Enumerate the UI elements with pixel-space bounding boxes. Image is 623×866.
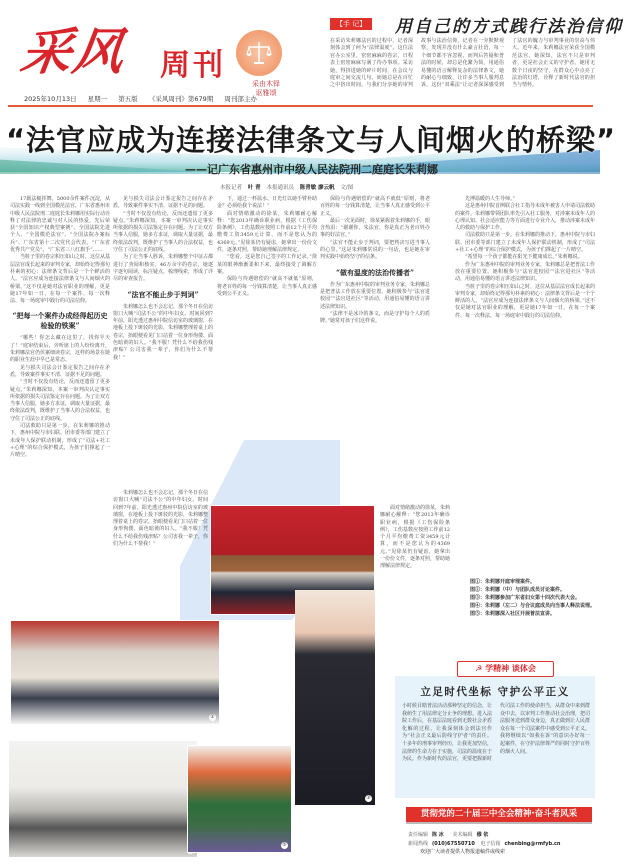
article-column-4 <box>320 196 430 501</box>
paragraph: 先博温暖的人生导师。” <box>465 196 516 202</box>
section-heading: “把每一个案件办成经得起历史检验的铁案” <box>12 311 108 331</box>
panel-title: 立足时代坐标 守护公平正义 <box>420 686 570 698</box>
essay-tag: 【手 记】 <box>330 18 372 30</box>
paragraph: “当时不仅没有结论，反而还遗留了更多疑点。”朱莉娜深知，本案一审判决认定事实所依据的损失司法鉴定存在问题。为了让双方当事人信服，她多方求证，调取大量证据，最终依法改判，既维护了当事人的合法权益，也守住了司法公正的底线。 <box>113 210 214 254</box>
paragraph: 朱莉娜怎么也不会忘记，那个冬日在信访窗口大喊“司法不公”的中年妇女。时间回到7年前，阳光透过惠州中院信访室的玻璃窗，在地板上投下斑驳的光影，朱莉娜整理着桌上的卷宗，抬眼便看见门口站着一位身形佝偻、面色暗黄的妇人。“我不服！凭什么不给我伤残津贴？公司害我一辈子，你们为什么不帮我！” <box>113 490 209 548</box>
article-column-2b <box>113 490 208 615</box>
paragraph: 保险与待遇赔偿的“就高不就低”原则，将老百姓的每一分钱算清楚，让当事人真正感受到公平正义。 <box>320 196 431 217</box>
dateline <box>24 94 266 103</box>
paragraph: “希望每一个孩子都能在阳光下健康成长。”朱莉娜说。 <box>465 254 583 261</box>
article-headline: “法官应成为连接法律条文与人间烟火的桥梁” <box>6 123 617 157</box>
publisher: 周刊部主办 <box>224 95 257 103</box>
caption-3: 图③：朱莉娜参加广东省妇女第十四次代表大会。 <box>470 595 581 601</box>
essay-title: 用自己的方式践行法治信仰 <box>395 17 623 37</box>
reporter-name: 叶 青 <box>247 185 261 191</box>
photo-captions <box>456 578 596 618</box>
photo-number: ⑤ <box>282 842 287 848</box>
newspaper-logo: 采风 <box>17 22 130 81</box>
correspondent-names: 陈青敏 廖云帆 <box>299 185 335 191</box>
paragraph: “法律不是冰冷的条文，而是守护每个人的盾牌。”她常对孩子们这样说。 <box>320 310 430 325</box>
judge-portrait-photo <box>295 590 375 805</box>
article-column-4b <box>380 505 450 620</box>
article-column-3 <box>217 196 317 501</box>
weekly-label: 周刊 <box>160 48 226 83</box>
paragraph: 朱莉娜怎么也不会忘记，那个冬日在信访窗口大喊“司法不公”的中年妇女。时间回到7年前，阳光透过惠州中院信访室的玻璃窗，在地板上投下斑驳的光影，朱莉娜整理着桌上的卷宗，抬眼便看见门口站着一位身形佝偻、面色暗黄的妇人。“我不服！凭什么不给我伤残津贴？公司害我一辈子，你们为什么不帮我！” <box>113 303 214 361</box>
hammer-sickle-icon: ☭ <box>475 664 486 673</box>
motto-line-1: 采由木铎 <box>252 80 280 88</box>
hotline-number: (010)67550710 <box>432 840 475 847</box>
article-subhead: ——记广东省惠州市中级人民法院刑二庭庭长朱莉娜 <box>185 163 438 176</box>
motto-line-2: 讴雅颂 <box>255 89 277 97</box>
email-address[interactable]: chenbing@rmfyb.cn <box>504 840 561 847</box>
paragraph: 最后一次见面时，徐某紧握着朱莉娜的手，眼含热泪：“谢谢你，朱法官，你是真正为老百姓办事的好法官。” <box>320 217 431 239</box>
paragraph: “哪些！你怎么藏在这里了，找你半天了！”庭审结束后，旁听席上的人纷纷离开，朱莉娜法官仍伏案细读卷宗，这样的场景在她的职业生涯中早已是常态。 <box>10 335 111 364</box>
issue-number: 《采风周刊》第679期 <box>148 95 214 103</box>
editor-name: 陈 冰 <box>432 832 444 838</box>
byline-suffix: 文/图 <box>340 185 354 191</box>
footer-note: 欢迎广大读者提供人物报道稿件或线索 <box>420 849 506 855</box>
paragraph: 为了让当事人胜诉，朱莉娜整个中证占都进行了查阅和核实。46万余字的卷宗，她逐字逐句阅读，标注疑点，梳理线索，形成了详尽的审查报告。 <box>113 254 214 283</box>
community-lecture-photo <box>187 745 292 853</box>
masthead <box>0 0 623 105</box>
paragraph: 司法救助只是第一步。在朱莉娜的推动下，惠州中院与市妇联、团市委等部门建立了未成年人保护联动机制，形成了“司法+社工+心理”的综合保护模式，为孩子们撑起了一片晴空。 <box>455 232 596 254</box>
mediation-meeting-photo <box>8 740 198 858</box>
scales-icon <box>244 38 274 68</box>
edition: 第五版 <box>118 95 138 103</box>
paragraph: 这是惠州中院首例联合社工指导未成年被害人申请司法救助的案件。朱莉娜带领团队率先引入社工服务，对涉案未成年人的心理认知、社会适应能力等方面进行专业介入，推动涉案未成年人的救助与保护工作。 <box>455 203 596 232</box>
caption-2: 图②：朱莉娜（中）与团队成员讨论案件。 <box>470 587 566 593</box>
article-column-2 <box>113 196 213 496</box>
paragraph: 见与损失司法会计鉴定报告之间存在矛盾，导致案件事实不清、证据不足的问题。 <box>10 364 110 378</box>
paragraph: 面对情绪激动的徐某，朱莉娜耐心解释：“您2013年确诊职业病，根据《工伤保险条例》，工伤基数应按照工作前12个月平均缴费工资3459元计算，而不是您认为的4369元。”见徐某仍有疑虑，她拿出一份份文件，逐条对照，帮助她理解法律规定。 <box>217 210 317 254</box>
photo-number: ② <box>210 714 215 720</box>
footer-line-contact <box>408 840 598 849</box>
section-heading: “法官不能止步于判词” <box>127 289 199 299</box>
article-column-5 <box>455 196 595 576</box>
paragraph: 17载法槌挥舞，5000余件案件沉淀，从司法实践一线到全国模范法官，广东省惠州市中级人民法院刑二庭庭长朱莉娜用实际行动诠释了对法律的忠诚与对人民的热爱，先后荣获“全国知识产权典型案例”、全国法院先进个人、“全国模范法官”、“全国法院办案标兵”、广东省第十二次党代会代表、“广东省优秀共产党员”、“广东省三八红旗手”…… <box>10 196 111 254</box>
panel-badge <box>457 661 554 677</box>
designer-name: 穆 依 <box>476 832 489 838</box>
masthead-divider <box>8 105 593 107</box>
editor-label: 责任编辑 <box>408 832 429 838</box>
designer-label: 美术编辑 <box>452 832 473 838</box>
issue-date: 2025年10月13日 <box>24 95 77 103</box>
editorial-footer <box>408 831 598 857</box>
paragraph: 作为广东惠州中院的审判业务专家，朱莉娜总是把普法工作放在重要位置。她积极参与“法官进校园”“法官进社区”等活动，用通俗易懂的语言讲述法律知识。 <box>455 261 596 283</box>
reporter-label: 本报记者 <box>220 185 243 191</box>
paragraph: 见与损失司法会计鉴定报告之间存在矛盾，导致案件事实不清、证据不足的问题。 <box>113 196 213 210</box>
panel-badge-label: 学精神 谈体会 <box>485 664 536 673</box>
paragraph: “当时不仅没有结论，反而还遗留了更多疑点。”朱莉娜深知，本案一审判决认定事实所依据的损失司法鉴定存在问题。为了让双方当事人信服，她多方求证，调取大量证据，最终依法改判，既维护了当事人的合法权益，也守住了司法公正的底线。 <box>10 379 111 422</box>
section-heading: “做有温度的法治传播者” <box>335 267 415 277</box>
photo-number: ③ <box>366 795 371 801</box>
paragraph: 保险与待遇赔偿的“就高不就低”原则，将老百姓的每一分钱算清楚，让当事人真正感受到公平正义。 <box>217 276 318 297</box>
panel-body: 小时候目睹普法活动那种坚定的信念，让我萌生了用法律定分止争的理想。进入法院工作后，在基层法庭看到无数社会矛盾化解的过程，让我深刻体会到法官作为“社会正义最后防线守护者”的责任。十多年的刑事审判经历，让我更加坚信，法律的生命力在于实施，司法的温度在于为民。作为新时代的法官，更要把握新时代司法工作的使命担当，从群众中来到群众中去，以审判工作推动社会治理，把司法服务送到群众身边，真正做到让人民群众在每一个司法案件中感受到公平正义。我将继续以“如我在诉”的意识办好每一起案件，在守护法律尊严的同时守护百姓的烟火人间。 <box>402 703 591 763</box>
paragraph: 下，通过一杯温水、日光灯以她手臂补助金？必须给我个说法！” <box>217 196 318 210</box>
footer-line-editors <box>408 831 598 840</box>
hotline-label: 新闻热线 <box>408 840 429 847</box>
caption-1: 图①：朱莉娜开庭审理案件。 <box>470 579 536 585</box>
team-discussion-photo <box>10 620 220 725</box>
paragraph: 司法救助只是第一步。在朱莉娜的推动下，惠州中院与市妇联、团市委等部门建立了未成年人保护联动机制，形成了“司法+社工+心理”的综合保护模式，为孩子们撑起了一片晴空。 <box>10 423 111 459</box>
paragraph: “法官不能止步于判词，要把判决写进当事人的心里。”这是朱莉娜常说的一句话，也是她在审判实践中始终坚守的信条。 <box>320 239 430 261</box>
paragraph: “您看，这是您自己签字的工作记录。”徐某的眼神渐渐柔和下来，最终接受了调解方案。 <box>217 254 317 275</box>
paragraph: 当桩子里的卷宗积压如山之时，这位从基层法官成长起来的审判专家，却始终记得那句朴素的初心：法律条文背后是一个个鲜活的人。“法官应成为连接法律条文与人间烟火的桥梁。”这不仅是她对法官职业的理解，更是她17年如一日，在每一个案件、每一次释法、每一场庭审中践行的司法信仰。 <box>455 283 596 319</box>
correspondent-label: 本报通讯员 <box>266 185 294 191</box>
paragraph: 面对情绪激动的徐某，朱莉娜耐心解释：“您2013年确诊职业病，根据《工伤保险条例》，工伤基数应按照工作前12个月平均缴费工资3459元计算，而不是您认为的4369元。”见徐某仍有疑虑，她拿出一份份文件，逐条对照，帮助她理解法律规定。 <box>380 505 451 570</box>
paragraph: 当桩子里的卷宗积压如山之时，这位从基层法官成长起来的审判专家，却始终记得那句朴素的初心：法律条文背后是一个个鲜活的人。“法官应成为连接法律条文与人间烟火的桥梁。”这不仅是她对法官职业的理解，更是她17年如一日，在每一个案件、每一次释法、每一场庭审中践行的司法信仰。 <box>10 254 111 305</box>
theme-banner: 贯彻党的二十届三中全会精神·奋斗者风采 <box>406 807 592 822</box>
caption-5: 图⑤：朱莉娜深入社区开展普法宣讲。 <box>470 611 556 617</box>
caption-4: 图④：朱莉娜（左二）与合议庭成员向当事人释法说理。 <box>470 603 596 609</box>
email-label: 电子信箱 <box>480 840 501 847</box>
weekday: 星期一 <box>87 95 108 103</box>
essay-body: 在采访朱莉娜法官的过程中，记者深刻体会到了何为“法律温度”。这位法官办公室里，密密麻麻的卷宗，日程表上密密麻麻写满了待办事项。采访她，得挤进她的碎片时间，在会议与庭审之间交流几句。而她总是在百忙之中挤出时间，与我们分享她的审判故事与法治信仰。记者在一旁默默观察，发现并没有什么豪言壮语，每一个细节都不容忽视，而判后答疑和普法的时候，却总是化繁为简，用通俗易懂的语言解释复杂的法律条文，她的耐心与细致，让许多当事人服判息诉。这份“双乘法”让记者深深感受到了法官的魄力与审判事业的崇高与伟大。近年来，朱莉娜法官荣获全国模范法官，她深知，法官不只是审判者，更是社会正义的守护者。她用无数个日夜的坚守，在群众心中点亮了法治的灯塔，诠释了新时代法官的担当与情怀。 <box>330 38 595 89</box>
scales-of-justice-icon <box>236 30 282 76</box>
byline <box>220 183 353 191</box>
paragraph: 作为广东惠州中院的审判业务专家，朱莉娜总是把普法工作放在重要位置。她积极参与“法官进校园”“法官进社区”等活动，用通俗易懂的语言讲述法律知识。 <box>320 281 431 310</box>
